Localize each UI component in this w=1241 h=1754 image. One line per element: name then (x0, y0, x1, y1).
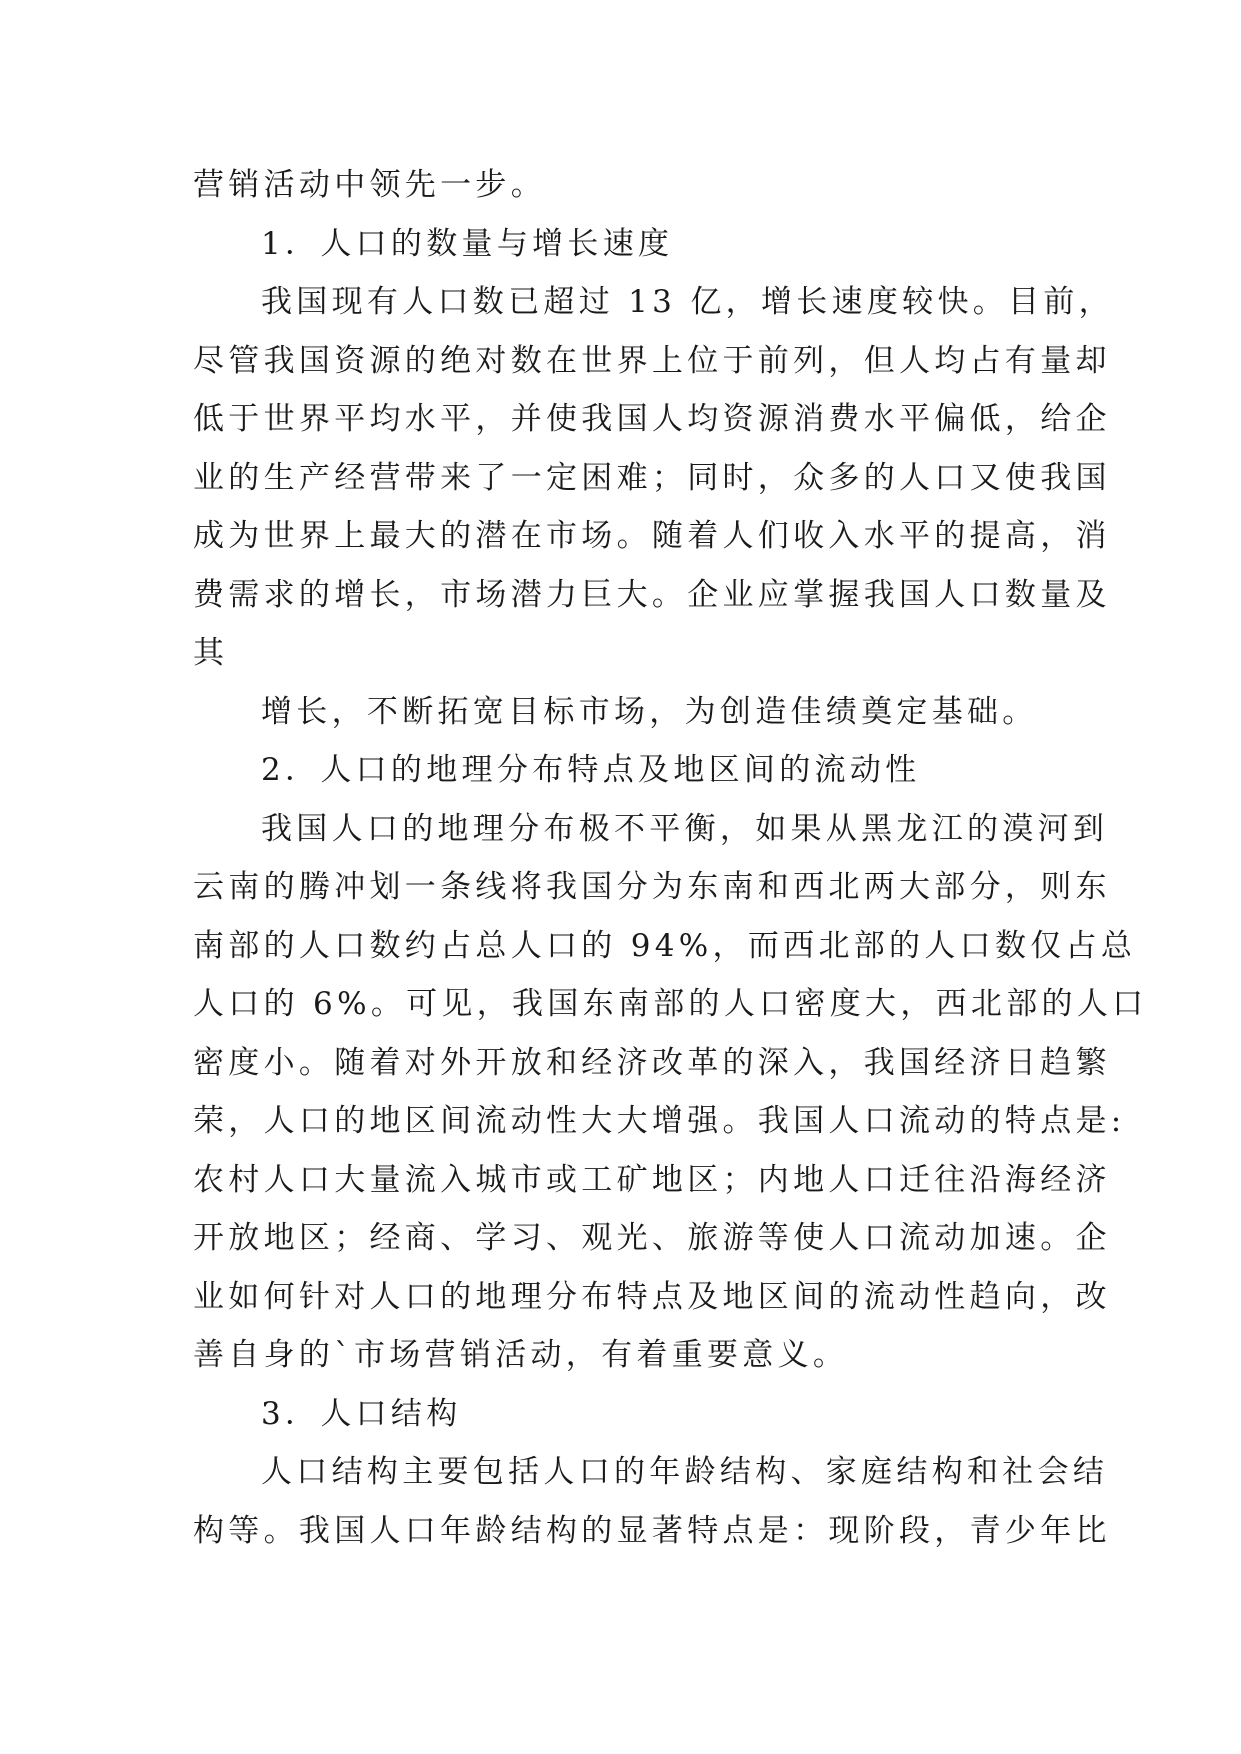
body-text-line: 南部的人口数约占总人口的 94%，而西北部的人口数仅占总 (193, 927, 1137, 964)
body-text-line: 低于世界平均水平，并使我国人均资源消费水平偏低，给企 (193, 401, 1111, 437)
body-text-line: 农村人口大量流入城市或工矿地区；内地人口迁往沿海经济 (193, 1161, 1111, 1198)
body-text-line: 荣，人口的地区间流动性大大增强。我国人口流动的特点是: (193, 1103, 1126, 1139)
body-text-line: 营销活动中领先一步。 (193, 167, 546, 203)
body-text-line: 业如何针对人口的地理分布特点及地区间的流动性趋向，改 (193, 1278, 1111, 1315)
body-text-line: 人口的 6%。可见，我国东南部的人口密度大，西北部的人口 (193, 986, 1148, 1022)
body-text-line: 我国现有人口数已超过 13 亿，增长速度较快。目前， (261, 284, 1114, 320)
body-text-line: 费需求的增长，市场潜力巨大。企业应掌握我国人口数量及 (193, 576, 1111, 613)
body-text-line: 其 (193, 635, 229, 671)
body-text-line: 增长，不断拓宽目标市场，为创造佳绩奠定基础。 (261, 693, 1038, 730)
body-text-line: 云南的腾冲划一条线将我国分为东南和西北两大部分，则东 (193, 869, 1111, 905)
section-heading-geographic-distribution: 2．人口的地理分布特点及地区间的流动性 (261, 752, 921, 788)
body-text-line: 业的生产经营带来了一定困难；同时，众多的人口又使我国 (193, 459, 1111, 496)
document-body (193, 156, 1148, 1560)
section-heading-population-structure: 3．人口结构 (261, 1395, 462, 1432)
body-text-line: 成为世界上最大的潜在市场。随着人们收入水平的提高，消 (193, 518, 1111, 554)
body-text-line: 我国人口的地理分布极不平衡，如果从黑龙江的漠河到 (261, 810, 1109, 847)
body-text-line: 人口结构主要包括人口的年龄结构、家庭结构和社会结 (261, 1454, 1109, 1490)
section-heading-population-size: 1．人口的数量与增长速度 (261, 225, 674, 262)
body-text-line: 构等。我国人口年龄结构的显著特点是：现阶段，青少年比 (193, 1512, 1111, 1549)
body-text-line: 尽管我国资源的绝对数在世界上位于前列，但人均占有量却 (193, 342, 1111, 379)
body-text-line: 密度小。随着对外开放和经济改革的深入，我国经济日趋繁 (193, 1044, 1111, 1081)
body-text-line: 善自身的`市场营销活动，有着重要意义。 (193, 1337, 849, 1373)
body-text-line: 开放地区；经商、学习、观光、旅游等使人口流动加速。企 (193, 1220, 1111, 1256)
